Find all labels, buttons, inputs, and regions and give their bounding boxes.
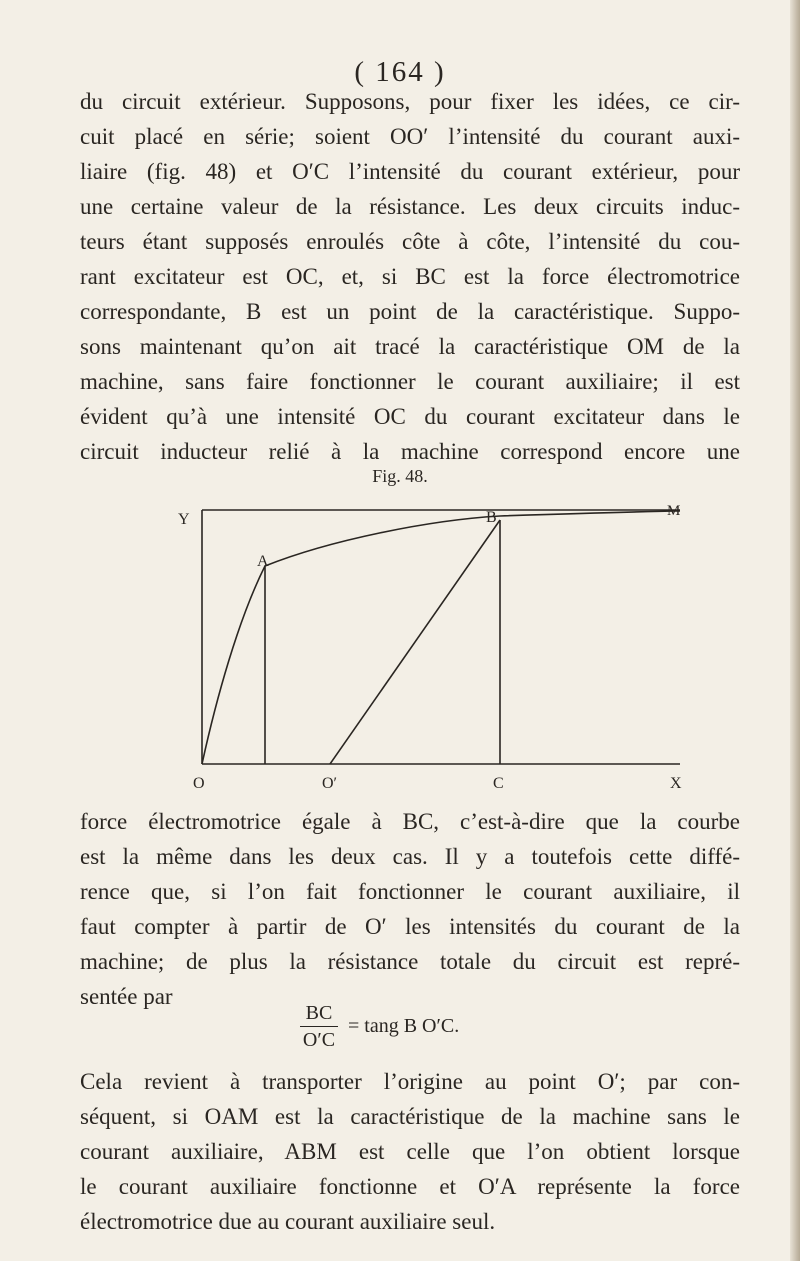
text-line: sons maintenant qu’on ait tracé la caractéristique OM de la — [80, 334, 740, 359]
text-line: rence que, si l’on fait fonctionner le courant auxiliaire, il — [80, 879, 740, 904]
text-line: est la même dans les deux cas. Il y a toutefois cette diffé- — [80, 844, 740, 869]
text-line: faut compter à partir de O′ les intensités du courant de la — [80, 914, 740, 939]
fraction — [300, 1000, 338, 1053]
paragraph-bottom — [80, 1064, 740, 1239]
page-number: ( 164 ) — [354, 56, 446, 88]
figure-caption: Fig. 48. — [372, 466, 428, 486]
label-m: M — [667, 503, 681, 519]
text-line: électromotrice due au courant auxiliaire seul. — [80, 1209, 496, 1234]
fraction-numerator: BC — [305, 1002, 333, 1024]
text-line: évident qu’à une intensité OC du courant excitateur dans le — [80, 404, 740, 429]
label-x: X — [670, 775, 682, 792]
text-line: une certaine valeur de la résistance. Les deux circuits induc- — [80, 194, 740, 219]
text-line: teurs étant supposés enroulés côte à côte, l’intensité du cou- — [80, 229, 740, 254]
text-line: Cela revient à transporter l’origine au point O′; par con- — [80, 1069, 740, 1094]
text-line: cuit placé en série; soient OO′ l’intensité du courant auxi- — [80, 124, 740, 149]
text-line: du circuit extérieur. Supposons, pour fixer les idées, ce cir- — [80, 89, 740, 114]
label-c: C — [493, 775, 504, 792]
paragraph-middle — [80, 804, 740, 1014]
text-line: machine; de plus la résistance totale du circuit est repré- — [80, 949, 740, 974]
label-o-prime: O′ — [322, 775, 338, 792]
text-line: le courant auxiliaire fonctionne et O′A représente la force — [80, 1174, 740, 1199]
text-line: force électromotrice égale à BC, c’est-à-dire que la courbe — [80, 809, 740, 834]
text-line: liaire (fig. 48) et O′C l’intensité du courant extérieur, pour — [80, 159, 740, 184]
label-a: A — [257, 553, 269, 570]
text-line: sentée par — [80, 984, 173, 1009]
label-y: Y — [178, 511, 190, 528]
text-line: correspondante, B est un point de la caractéristique. Suppo- — [80, 299, 740, 324]
curve-oam — [202, 511, 680, 764]
text-line: rant excitateur est OC, et, si BC est la force électromotrice — [80, 264, 740, 289]
text-line: séquent, si OAM est la caractéristique de la machine sans le — [80, 1104, 740, 1129]
text-line: machine, sans faire fonctionner le courant auxiliaire; il est — [80, 369, 740, 394]
formula-rhs: = tang B O′C. — [348, 1015, 460, 1037]
line-o-prime-b — [330, 520, 500, 764]
fraction-denominator: O′C — [302, 1029, 336, 1051]
label-o: O — [193, 775, 205, 792]
text-line: courant auxiliaire, ABM est celle que l’on obtient lorsque — [80, 1139, 740, 1164]
label-b: B — [486, 509, 497, 526]
text-line: circuit inducteur relié à la machine correspond encore une — [80, 439, 740, 464]
